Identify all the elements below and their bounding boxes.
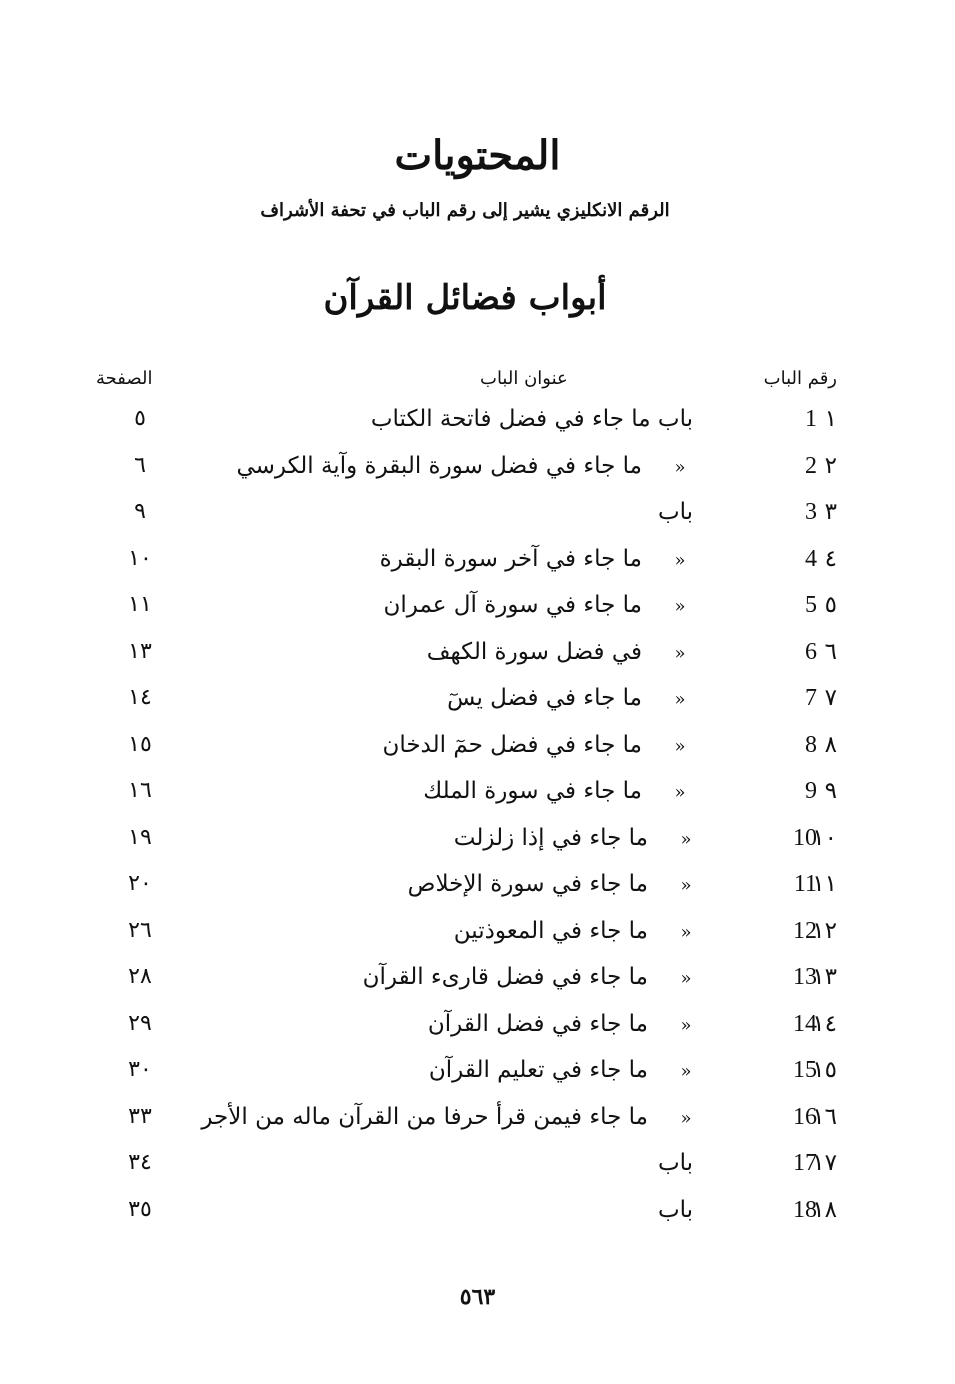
chapter-title: باب: [657, 1150, 693, 1176]
page-ref: ٥: [134, 406, 146, 431]
chapter-number-latin: 10: [793, 824, 817, 851]
ditto-mark: »: [680, 1014, 692, 1036]
ditto-mark: »: [674, 642, 686, 664]
table-row: [0, 677, 955, 723]
chapter-number-arabic: ٨: [824, 731, 837, 758]
chapter-number-latin: 16: [793, 1103, 817, 1130]
chapter-title: في فضل سورة الكهف: [426, 638, 642, 665]
column-header-page: الصفحة: [96, 368, 153, 389]
page-ref: ١٠: [128, 545, 152, 571]
page-ref: ٢٩: [128, 1010, 152, 1036]
page-subtitle: الرقم الانكليزي يشير إلى رقم الباب في تحفة الأشراف: [260, 200, 670, 221]
chapter-title: ما جاء في إذا زلزلت: [453, 824, 648, 851]
chapter-number-arabic: ١١: [812, 871, 837, 897]
ditto-mark: »: [674, 596, 686, 617]
chapter-number-latin: 18: [793, 1196, 817, 1223]
table-row: [0, 910, 955, 956]
chapter-number-latin: 9: [805, 778, 817, 804]
chapter-number-latin: 17: [793, 1150, 817, 1176]
chapter-number-latin: 14: [793, 1010, 817, 1037]
chapter-number-arabic: ١٠: [812, 824, 837, 851]
table-row: [0, 1096, 955, 1142]
page-ref: ٦: [134, 452, 146, 478]
ditto-mark: »: [674, 549, 686, 571]
chapter-number-latin: 3: [805, 499, 817, 525]
chapter-number-arabic: ٣: [824, 499, 837, 525]
table-row: [0, 956, 955, 1002]
ditto-mark: »: [674, 735, 686, 757]
column-header-number: رقم الباب: [763, 368, 837, 389]
chapter-number-arabic: ٤: [824, 545, 837, 572]
page-ref: ١٣: [128, 638, 152, 664]
ditto-mark: »: [680, 875, 692, 896]
chapter-title: باب: [657, 1196, 693, 1223]
chapter-title: ما جاء فيمن قرأ حرفا من القرآن ماله من الأجر: [201, 1103, 648, 1130]
page-ref: ٣٤: [128, 1150, 152, 1175]
ditto-mark: »: [680, 828, 692, 850]
chapter-title: ما جاء في سورة الإخلاص: [407, 871, 648, 897]
chapter-number-latin: 2: [805, 452, 817, 479]
table-row: [0, 398, 955, 444]
ditto-mark: »: [680, 921, 692, 943]
page-ref: ٣٣: [128, 1103, 152, 1129]
chapter-number-arabic: ٧: [824, 685, 837, 711]
table-row: [0, 1189, 955, 1235]
chapter-number-arabic: ١٤: [812, 1010, 837, 1037]
chapter-title: ما جاء في سورة الملك: [423, 778, 642, 804]
page-ref: ١٤: [128, 685, 152, 710]
table-row: [0, 817, 955, 863]
chapter-number-latin: 15: [793, 1057, 817, 1083]
chapter-title: باب ما جاء في فضل فاتحة الكتاب: [370, 406, 693, 432]
chapter-number-arabic: ١٦: [812, 1103, 837, 1130]
chapter-number-arabic: ٩: [824, 778, 837, 804]
ditto-mark: »: [680, 1107, 692, 1129]
page-ref: ١٩: [128, 824, 152, 850]
page-ref: ٣٠: [128, 1057, 152, 1082]
chapter-title: ما جاء في فضل يسٓ: [447, 685, 642, 711]
chapter-number-arabic: ٥: [824, 592, 837, 618]
table-row: [0, 1049, 955, 1095]
chapter-title: ما جاء في سورة آل عمران: [383, 592, 642, 618]
table-row: [0, 491, 955, 537]
table-row: [0, 584, 955, 630]
table-row: [0, 770, 955, 816]
column-header-title: عنوان الباب: [480, 368, 568, 389]
chapter-number-latin: 12: [793, 917, 817, 944]
table-row: [0, 863, 955, 909]
chapter-number-latin: 11: [793, 871, 817, 897]
chapter-number-arabic: ١٣: [812, 964, 837, 990]
chapter-number-latin: 13: [793, 964, 817, 990]
section-title: أبواب فضائل القرآن: [323, 278, 607, 318]
ditto-mark: »: [674, 689, 686, 710]
chapter-number-arabic: ١٨: [812, 1196, 837, 1223]
page-ref: ١١: [128, 592, 152, 617]
page-number: ٥٦٣: [459, 1284, 496, 1310]
page-ref: ٢٦: [128, 917, 152, 943]
page-ref: ٢٠: [128, 871, 152, 896]
chapter-title: ما جاء في تعليم القرآن: [428, 1057, 648, 1083]
chapter-number-arabic: ١٢: [812, 917, 837, 944]
chapter-title: ما جاء في المعوذتين: [453, 917, 648, 944]
chapter-title: ما جاء في آخر سورة البقرة: [379, 545, 642, 572]
ditto-mark: »: [674, 456, 686, 478]
ditto-mark: »: [680, 968, 692, 989]
chapter-number-arabic: ١٧: [812, 1150, 837, 1176]
chapter-number-arabic: ١٥: [812, 1057, 837, 1083]
table-row: [0, 1142, 955, 1188]
chapter-title: ما جاء في فضل قارىء القرآن: [362, 964, 648, 990]
chapter-title: ما جاء في فضل حمٓ الدخان: [382, 731, 642, 758]
chapter-number-latin: 1: [805, 406, 817, 432]
chapter-number-arabic: ١: [824, 406, 837, 432]
chapter-number-arabic: ٢: [824, 452, 837, 479]
chapter-number-latin: 5: [805, 592, 817, 618]
page-ref: ١٥: [128, 731, 152, 757]
chapter-title: ما جاء في فضل سورة البقرة وآية الكرسي: [236, 452, 642, 479]
chapter-title: باب: [657, 499, 693, 525]
ditto-mark: »: [674, 782, 686, 803]
table-row: [0, 631, 955, 677]
table-row: [0, 724, 955, 770]
chapter-number-latin: 6: [805, 638, 817, 665]
chapter-number-arabic: ٦: [824, 638, 837, 665]
table-row: [0, 1003, 955, 1049]
ditto-mark: »: [680, 1061, 692, 1082]
page-ref: ٣٥: [128, 1196, 152, 1222]
chapter-number-latin: 4: [805, 545, 817, 572]
page-ref: ١٦: [128, 778, 152, 803]
page-title: المحتويات: [394, 132, 561, 179]
chapter-number-latin: 8: [805, 731, 817, 758]
page-ref: ٩: [134, 499, 146, 524]
table-row: [0, 445, 955, 491]
page-ref: ٢٨: [128, 964, 152, 989]
table-row: [0, 538, 955, 584]
chapter-number-latin: 7: [805, 685, 817, 711]
chapter-title: ما جاء في فضل القرآن: [427, 1010, 648, 1037]
